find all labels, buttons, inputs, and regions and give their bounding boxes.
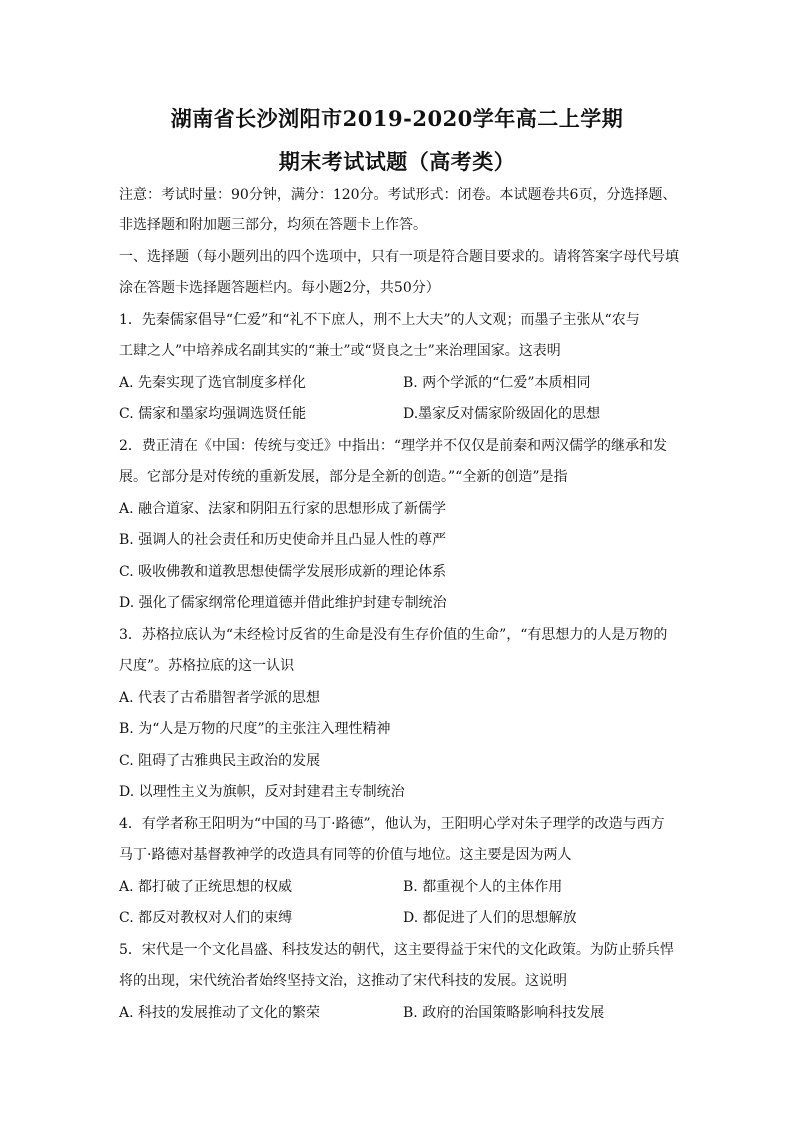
question-1-option-d: D.墨家反对儒家阶级固化的思想 <box>403 406 601 422</box>
question-1-option-b: B. 两个学派的“仁爱”本质相同 <box>403 375 591 391</box>
question-2-option-a: A. 融合道家、法家和阴阳五行家的思想形成了新儒学 <box>119 501 447 517</box>
question-4-option-b: B. 都重视个人的主体作用 <box>403 879 563 895</box>
question-4-option-d: D. 都促进了人们的思想解放 <box>403 910 577 926</box>
question-4-stem: 4．有学者称王阳明为“中国的马丁·路德”，他认为，王阳明心学对朱子理学的改造与西方 <box>119 816 665 832</box>
question-4-option-c: C. 都反对教权对人们的束缚 <box>119 910 293 926</box>
question-2-option-b: B. 强调人的社会责任和历史使命并且凸显人性的尊严 <box>119 532 447 548</box>
section-heading: 一、选择题（每小题列出的四个选项中，只有一项是符合题目要求的。请将答案字母代号填 <box>119 249 679 265</box>
question-1-stem: 1．先秦儒家倡导“仁爱”和“礼不下庶人，刑不上大夫”的人文观；而墨子主张从“农与 <box>119 312 640 328</box>
question-3-option-a: A. 代表了古希腊智者学派的思想 <box>119 690 321 706</box>
question-2-option-c: C. 吸收佛教和道教思想使儒学发展形成新的理论体系 <box>119 564 447 580</box>
question-4-option-a: A. 都打破了正统思想的权威 <box>119 879 293 895</box>
question-2-stem: 展。它部分是对传统的重新发展，部分是全新的创造。”“全新的创造”是指 <box>119 469 568 485</box>
question-3-stem: 尺度”。苏格拉底的这一认识 <box>119 658 295 674</box>
question-3-option-c: C. 阻碍了古雅典民主政治的发展 <box>119 753 321 769</box>
question-2-stem: 2．费正清在《中国：传统与变迁》中指出：“理学并不仅仅是前秦和两汉儒学的继承和发 <box>119 438 668 454</box>
question-1-option-a: A. 先秦实现了选官制度多样化 <box>119 375 307 391</box>
question-2-option-d: D. 强化了儒家纲常伦理道德并借此维护封建专制统治 <box>119 595 447 611</box>
question-3-option-d: D. 以理性主义为旗帜，反对封建君主专制统治 <box>119 784 405 800</box>
question-5-stem: 5．宋代是一个文化昌盛、科技发达的朝代，这主要得益于宋代的文化政策。为防止骄兵悍 <box>119 942 674 958</box>
question-5-stem: 将的出现，宋代统治者始终坚持文治，这推动了宋代科技的发展。这说明 <box>119 973 567 989</box>
notice-line: 非选择题和附加题三部分，均须在答题卡上作答。 <box>119 217 427 233</box>
question-3-option-b: B. 为“人是万物的尺度”的主张注入理性精神 <box>119 721 391 737</box>
exam-title-line1: 湖南省长沙浏阳市2019-2020学年高二上学期 <box>170 106 624 131</box>
section-heading: 涂在答题卡选择题答题栏内。每小题2分，共50分） <box>119 280 440 296</box>
question-5-option-a: A. 科技的发展推动了文化的繁荣 <box>119 1005 321 1021</box>
question-3-stem: 3．苏格拉底认为“未经检讨反省的生命是没有生存价值的生命”，“有思想力的人是万物的 <box>119 627 668 643</box>
question-5-option-b: B. 政府的治国策略影响科技发展 <box>403 1005 605 1021</box>
notice-line: 注意：考试时量：90分钟，满分：120分。考试形式：闭卷。本试题卷共6页，分选择题、 <box>119 187 677 203</box>
question-4-stem: 马丁·路德对基督教神学的改造具有同等的价值与地位。这主要是因为两人 <box>119 847 572 863</box>
question-1-option-c: C. 儒家和墨家均强调选贤任能 <box>119 406 307 422</box>
question-1-stem: 工肆之人”中培养成名副其实的“兼士”或“贤良之士”来治理国家。这表明 <box>119 343 561 359</box>
exam-title-line2: 期末考试试题（高考类） <box>278 149 516 174</box>
